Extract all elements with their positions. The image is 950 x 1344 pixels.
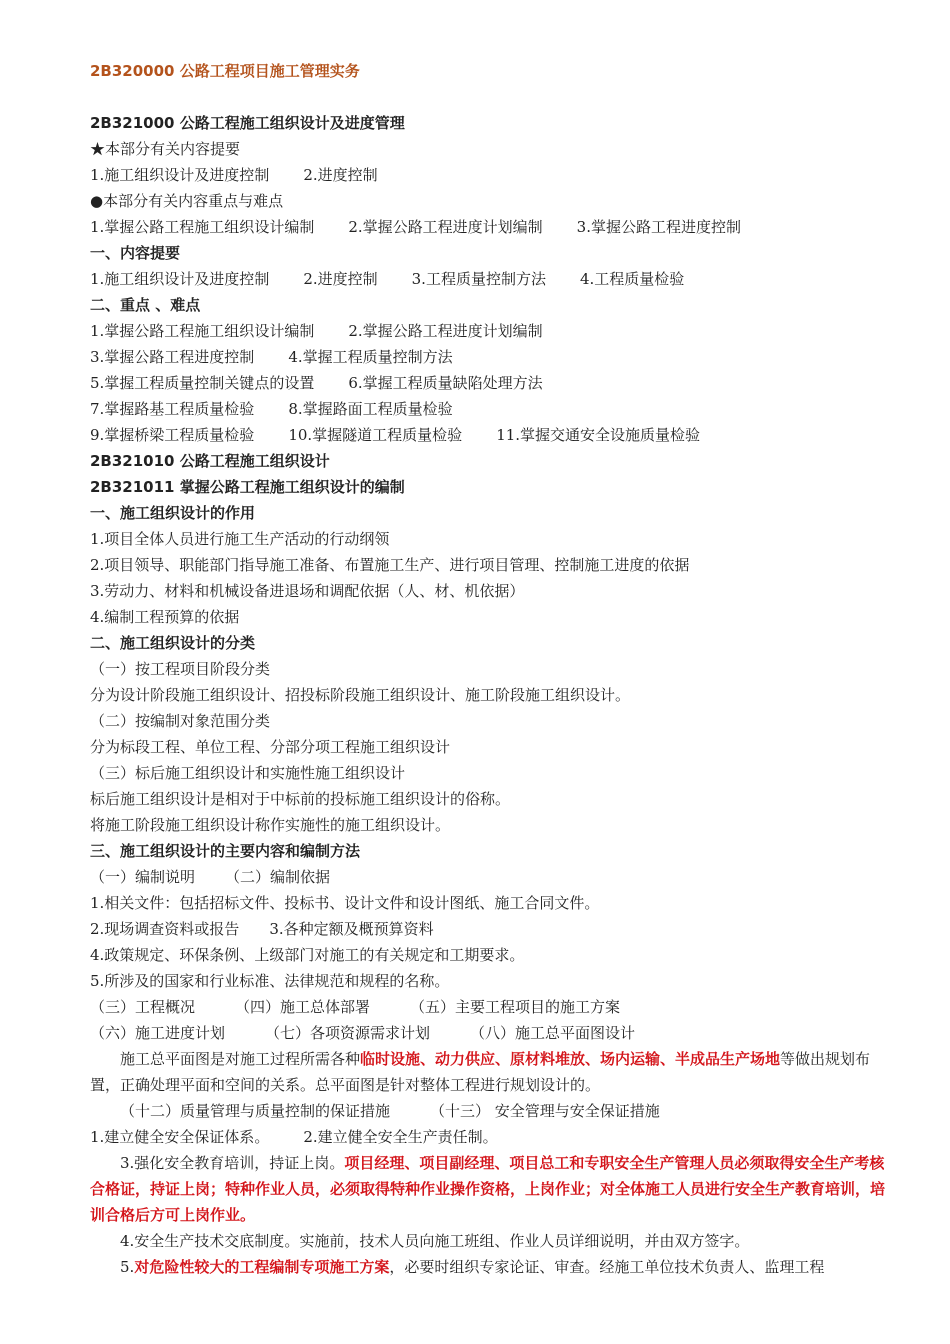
list-line: [90, 344, 885, 370]
paragraph: [90, 1150, 885, 1228]
list-item: （二）编制依据: [225, 868, 331, 886]
document-page: [90, 58, 885, 1280]
list-item: 3.掌握公路工程进度控制: [576, 218, 741, 236]
paragraph-text: 5.: [120, 1258, 135, 1276]
list-item: 2.进度控制: [303, 270, 378, 288]
list-item: 3.工程质量控制方法: [411, 270, 546, 288]
list-item: 1.掌握公路工程施工组织设计编制: [90, 322, 315, 340]
list-line: [90, 1124, 885, 1150]
list-line: [90, 266, 885, 292]
list-line: [90, 370, 885, 396]
text-line: 分为标段工程、单位工程、分部分项工程施工组织设计: [90, 738, 451, 756]
text-line: 1.相关文件：包括招标文件、投标书、设计文件和设计图纸、施工合同文件。: [90, 894, 600, 912]
subheading: （三）标后施工组织设计和实施性施工组织设计: [90, 764, 406, 782]
list-line: [90, 864, 885, 890]
list-line: [90, 318, 885, 344]
list-line: [90, 916, 885, 942]
heading: 二、重点 、难点: [90, 296, 201, 314]
list-line: [90, 994, 885, 1020]
text-line: 5.所涉及的国家和行业标准、法律规范和规程的名称。: [90, 972, 450, 990]
text-line: 4.政策规定、环保条例、上级部门对施工的有关规定和工期要求。: [90, 946, 525, 964]
list-item: （五）主要工程项目的施工方案: [410, 998, 621, 1016]
highlight-text: 临时设施、动力供应、原材料堆放、场内运输、半成品生产场地: [360, 1050, 781, 1068]
section-heading: 2B321011 掌握公路工程施工组织设计的编制: [90, 478, 405, 496]
section-heading: 2B321000 公路工程施工组织设计及进度管理: [90, 114, 405, 132]
keypoints-heading: ●本部分有关内容重点与难点: [90, 192, 284, 210]
paragraph: [90, 1254, 885, 1280]
list-item: （十二）质量管理与质量控制的保证措施: [120, 1102, 391, 1120]
text-line: 分为设计阶段施工组织设计、招投标阶段施工组织设计、施工阶段施工组织设计。: [90, 686, 631, 704]
list-item: 8.掌握路面工程质量检验: [288, 400, 453, 418]
list-item: 1.建立健全安全保证体系。: [90, 1128, 270, 1146]
list-item: 1.掌握公路工程施工组织设计编制: [90, 218, 315, 236]
list-line: [90, 214, 885, 240]
chapter-title: 2B320000 公路工程项目施工管理实务: [90, 62, 360, 80]
text-line: 4.安全生产技术交底制度。实施前，技术人员向施工班组、作业人员详细说明，并由双方签字。: [120, 1232, 750, 1250]
list-item: 3.掌握公路工程进度控制: [90, 348, 255, 366]
list-item: 3.各种定额及概预算资料: [269, 920, 434, 938]
list-item: 2.建立健全安全生产责任制。: [303, 1128, 498, 1146]
list-item: 4.掌握工程质量控制方法: [288, 348, 453, 366]
subheading: （一）按工程项目阶段分类: [90, 660, 271, 678]
heading: 一、施工组织设计的作用: [90, 504, 256, 522]
list-item: 4.工程质量检验: [579, 270, 685, 288]
list-item: （十三） 安全管理与安全保证措施: [430, 1102, 660, 1120]
list-item: 2.掌握公路工程进度计划编制: [348, 322, 543, 340]
paragraph-text: 3.强化安全教育培训，持证上岗。: [120, 1154, 345, 1172]
list-item: （一）编制说明: [90, 868, 196, 886]
text-line: 4.编制工程预算的依据: [90, 608, 240, 626]
paragraph-text: 施工总平面图是对施工过程所需各种: [120, 1050, 361, 1068]
section-heading: 2B321010 公路工程施工组织设计: [90, 452, 330, 470]
list-item: （八）施工总平面图设计: [470, 1024, 636, 1042]
list-item: （七）各项资源需求计划: [265, 1024, 431, 1042]
list-item: 11.掌握交通安全设施质量检验: [496, 426, 701, 444]
list-item: 5.掌握工程质量控制关键点的设置: [90, 374, 315, 392]
list-item: 2.掌握公路工程进度计划编制: [348, 218, 543, 236]
list-line: [90, 1098, 885, 1124]
paragraph-text: ，必要时组织专家论证、审查。经施工单位技术负责人、监理工程: [389, 1258, 825, 1276]
text-line: 2.项目领导、职能部门指导施工准备、布置施工生产、进行项目管理、控制施工进度的依据: [90, 556, 690, 574]
text-line: 标后施工组织设计是相对于中标前的投标施工组织设计的俗称。: [90, 790, 511, 808]
list-item: 6.掌握工程质量缺陷处理方法: [348, 374, 543, 392]
spacer: [90, 84, 885, 110]
list-item: （四）施工总体部署: [235, 998, 371, 1016]
subheading: （二）按编制对象范围分类: [90, 712, 271, 730]
list-item: 1.施工组织设计及进度控制: [90, 270, 270, 288]
list-item: 1.施工组织设计及进度控制: [90, 166, 270, 184]
highlight-text: 项目经理、项目副经理、项目总工和专职安全生产管理人员必须取得安全生产考核合格证，持证上岗；特种作业人员，必须取得特种作业操作资格，上岗作业；对全体施工人员进行安全生产教育培训，培训合格后方可上岗作业。: [90, 1154, 886, 1224]
list-item: 2.进度控制: [303, 166, 378, 184]
text-line: 将施工阶段施工组织设计称作实施性的施工组织设计。: [90, 816, 451, 834]
text-line: 3.劳动力、材料和机械设备进退场和调配依据（人、材、机依据）: [90, 582, 525, 600]
heading: 三、施工组织设计的主要内容和编制方法: [90, 842, 361, 860]
list-line: [90, 422, 885, 448]
list-item: 7.掌握路基工程质量检验: [90, 400, 255, 418]
list-line: [90, 1020, 885, 1046]
text-line: 1.项目全体人员进行施工生产活动的行动纲领: [90, 530, 390, 548]
paragraph-text: 等做出规划布置，正确处理平面和空间的关系。总平面图是针对整体工程进行规划设计的。: [90, 1050, 871, 1094]
list-item: 10.掌握隧道工程质量检验: [288, 426, 463, 444]
heading: 一、内容提要: [90, 244, 181, 262]
paragraph: [90, 1046, 885, 1098]
list-line: [90, 162, 885, 188]
list-item: 9.掌握桥梁工程质量检验: [90, 426, 255, 444]
list-item: （三）工程概况: [90, 998, 196, 1016]
list-item: （六）施工进度计划: [90, 1024, 226, 1042]
summary-heading: ★本部分有关内容提要: [90, 140, 241, 158]
list-line: [90, 396, 885, 422]
heading: 二、施工组织设计的分类: [90, 634, 256, 652]
highlight-text: 对危险性较大的工程编制专项施工方案: [134, 1258, 390, 1276]
list-item: 2.现场调查资料或报告: [90, 920, 240, 938]
